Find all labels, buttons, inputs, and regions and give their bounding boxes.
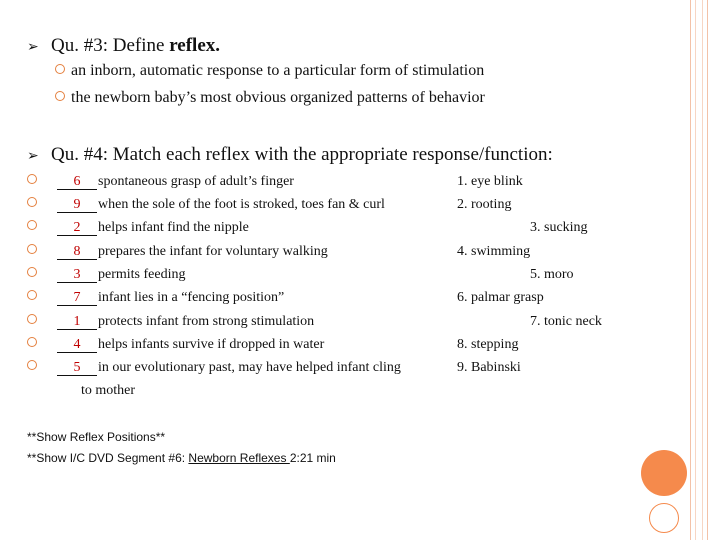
- match-item-text: helps infants survive if dropped in water: [98, 337, 325, 352]
- answer-blank: 4: [57, 338, 97, 353]
- slide-frame-border: [690, 0, 708, 540]
- ring-bullet-icon: [27, 244, 37, 254]
- ring-bullet-icon: [55, 64, 65, 74]
- ring-bullet-icon: [27, 290, 37, 300]
- answer-blank: 1: [57, 315, 97, 330]
- answer-blank: 7: [57, 291, 97, 306]
- arrow-bullet-icon: ➢: [27, 39, 39, 55]
- answer-blank: 3: [57, 268, 97, 283]
- match-item-text: helps infant find the nipple: [98, 220, 249, 235]
- match-item-continuation: to mother: [81, 383, 136, 398]
- match-item: [27, 267, 185, 283]
- option-item: 5. moro: [530, 267, 574, 282]
- option-item: 7. tonic neck: [530, 314, 602, 329]
- match-item-text: infant lies in a “fencing position”: [98, 290, 285, 305]
- option-item: 8. stepping: [457, 337, 519, 352]
- option-item: 2. rooting: [457, 197, 512, 212]
- ring-bullet-icon: [27, 267, 37, 277]
- q3-title-term: reflex.: [169, 35, 221, 56]
- match-item-text: prepares the infant for voluntary walking: [98, 244, 328, 259]
- q4-title: Qu. #4: Match each reflex with the appropriate response/function:: [51, 144, 553, 165]
- match-item: [27, 174, 294, 190]
- answer-blank: 2: [57, 221, 97, 236]
- ring-bullet-icon: [27, 197, 37, 207]
- ring-bullet-icon: [27, 360, 37, 370]
- q3-definition-2: the newborn baby’s most obvious organized patterns of behavior: [55, 89, 485, 107]
- match-item-text: permits feeding: [98, 267, 186, 282]
- ring-bullet-icon: [27, 337, 37, 347]
- q3-title-prefix: Qu. #3: Define: [51, 35, 170, 56]
- match-item: [27, 360, 401, 376]
- match-item: [27, 314, 314, 330]
- match-item-text: spontaneous grasp of adult’s finger: [98, 174, 294, 189]
- q4-heading: [27, 144, 553, 166]
- match-item: [27, 244, 328, 260]
- answer-blank: 9: [57, 198, 97, 213]
- match-item: [27, 220, 249, 236]
- answer-blank: 6: [57, 175, 97, 190]
- ring-bullet-icon: [27, 220, 37, 230]
- arrow-bullet-icon: ➢: [27, 148, 39, 164]
- match-item-text: in our evolutionary past, may have helped infant cling: [98, 360, 401, 375]
- match-item-text: protects infant from strong stimulation: [98, 314, 315, 329]
- q3-definition-1: an inborn, automatic response to a particular form of stimulation: [55, 62, 484, 80]
- option-item: 3. sucking: [530, 220, 588, 235]
- decorative-circle-filled: [641, 450, 687, 496]
- q3-heading: [27, 35, 220, 57]
- ring-bullet-icon: [55, 91, 65, 101]
- option-item: 6. palmar grasp: [457, 290, 544, 305]
- match-item: [27, 197, 385, 213]
- ring-bullet-icon: [27, 174, 37, 184]
- match-item-text: when the sole of the foot is stroked, toes fan & curl: [98, 197, 385, 212]
- option-item: 1. eye blink: [457, 174, 523, 189]
- note-show-reflex-positions: **Show Reflex Positions**: [27, 430, 166, 444]
- decorative-circle-outline: [649, 503, 679, 533]
- answer-blank: 8: [57, 245, 97, 260]
- note-dvd-segment: **Show I/C DVD Segment #6: Newborn Reflexes 2:21 min: [27, 451, 336, 465]
- match-item: [27, 337, 324, 353]
- ring-bullet-icon: [27, 314, 37, 324]
- option-item: 4. swimming: [457, 244, 531, 259]
- video-title: Newborn Reflexes: [188, 451, 290, 465]
- answer-blank: 5: [57, 361, 97, 376]
- option-item: 9. Babinski: [457, 360, 521, 375]
- match-item: [27, 290, 284, 306]
